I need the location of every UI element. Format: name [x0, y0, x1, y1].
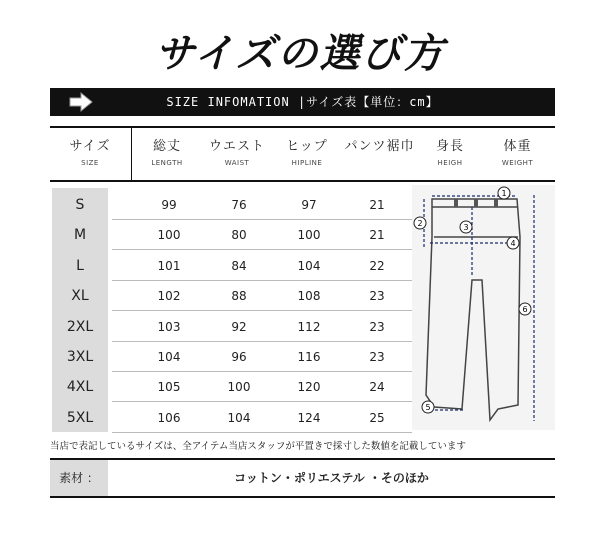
size-label: 4XL: [66, 379, 94, 396]
cell-hip: 97: [301, 198, 317, 212]
header-length: 総丈 LENGTH: [151, 139, 183, 167]
size-label: S: [75, 197, 85, 213]
table-row: [52, 372, 412, 402]
svg-text:4: 4: [510, 239, 516, 248]
cell-length: 99: [161, 198, 177, 212]
size-label: L: [76, 257, 84, 274]
table-row: [52, 312, 412, 342]
material-bar: [50, 458, 555, 498]
cell-waist: 84: [231, 258, 247, 273]
table-row: [52, 251, 412, 281]
cell-waist: 80: [231, 228, 247, 243]
cell-length: 103: [157, 319, 181, 334]
size-label: 5XL: [66, 409, 94, 426]
cell-waist: 100: [227, 380, 251, 395]
cell-hem: 25: [369, 410, 385, 425]
cell-hip: 104: [297, 258, 321, 273]
cell-waist: 96: [231, 350, 247, 364]
cell-length: 104: [157, 350, 181, 364]
cell-hip: 116: [297, 350, 321, 364]
cell-length: 101: [157, 258, 181, 273]
cell-hem: 23: [369, 289, 385, 304]
banner-text: SIZE INFOMATION |サイズ表【単位：cm】: [166, 95, 439, 109]
cell-hip: 124: [297, 410, 321, 425]
material-label: 素材 ：: [50, 460, 108, 496]
material-value: コットン・ポリエステル ・そのほか: [234, 471, 429, 485]
cell-waist: 104: [227, 410, 251, 425]
size-label: XL: [71, 288, 89, 305]
size-label: 2XL: [66, 318, 94, 335]
cell-hem: 23: [369, 350, 385, 364]
table-row: [52, 220, 412, 250]
svg-text:1: 1: [501, 189, 507, 198]
cell-hip: 112: [297, 319, 321, 334]
svg-text:2: 2: [417, 219, 423, 228]
svg-text:6: 6: [522, 305, 528, 314]
page-title: サイズの選び方: [154, 31, 446, 77]
cell-hem: 21: [369, 198, 385, 212]
cell-hem: 22: [369, 258, 385, 273]
table-row: [52, 342, 412, 372]
cell-waist: 92: [231, 319, 247, 334]
table-row: [52, 190, 412, 220]
cell-hem: 23: [369, 319, 385, 334]
cell-waist: 76: [231, 198, 247, 212]
table-row: [52, 281, 412, 311]
header-size: サイズ SIZE: [69, 139, 111, 167]
cell-hip: 108: [297, 289, 321, 304]
pants-measurement-diagram: [412, 185, 555, 430]
cell-waist: 88: [231, 289, 247, 304]
header-weight: 体重 WEIGHT: [501, 139, 534, 167]
svg-text:3: 3: [463, 223, 469, 232]
measurement-note: 当店で表記しているサイズは、全アイテム当店スタッフが平置きで採寸した数値を記載しています: [50, 441, 466, 452]
size-label: M: [73, 227, 87, 244]
cell-hem: 21: [369, 228, 385, 243]
size-info-banner: [50, 88, 555, 116]
cell-length: 105: [157, 380, 181, 395]
table-row: [52, 403, 412, 433]
header-hem: パンツ裾巾: [344, 139, 415, 154]
header-hip: ヒップ HIPLINE: [286, 139, 328, 167]
cell-length: 102: [157, 289, 181, 304]
row-divider: [112, 432, 412, 433]
size-label: 3XL: [66, 349, 94, 365]
cell-hem: 24: [369, 380, 385, 395]
header-waist: ウエスト WAIST: [208, 139, 265, 167]
table-header: [50, 126, 555, 182]
cell-hip: 120: [297, 380, 321, 395]
cell-length: 100: [157, 228, 181, 243]
svg-text:5: 5: [425, 403, 431, 412]
header-height: 身長 HEIGH: [435, 139, 464, 167]
cell-hip: 100: [297, 228, 321, 243]
cell-length: 106: [157, 410, 181, 425]
